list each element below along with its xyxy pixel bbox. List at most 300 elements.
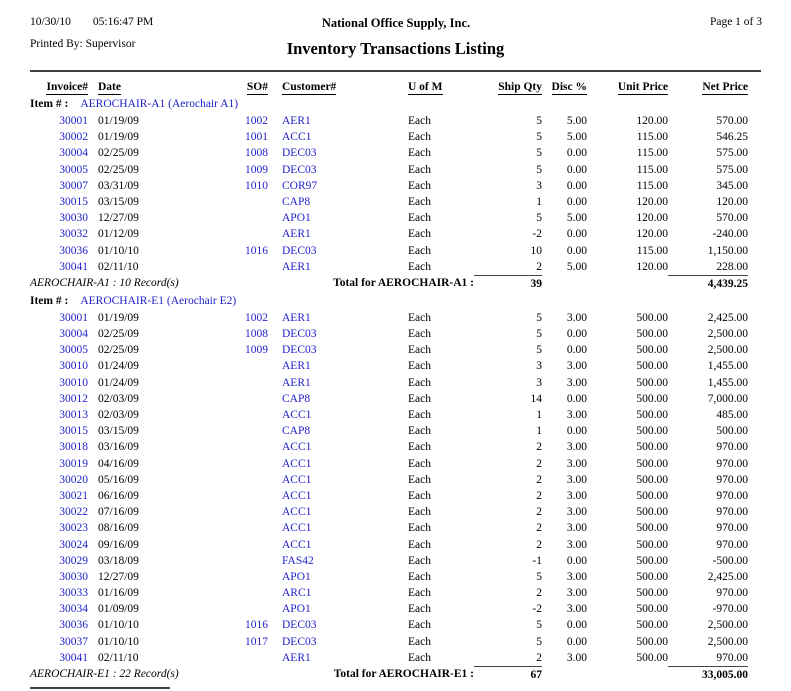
date-cell: 02/11/10 — [98, 260, 139, 273]
invoice-link[interactable]: 30034 — [59, 603, 88, 616]
customer-link[interactable]: AER1 — [282, 228, 311, 241]
customer-link[interactable]: ARC1 — [282, 587, 312, 600]
uom-cell: Each — [408, 538, 431, 551]
date-cell: 02/11/10 — [98, 651, 139, 664]
disc-cell: 3.00 — [566, 522, 587, 535]
uom-cell: Each — [408, 457, 431, 470]
so-link — [160, 259, 268, 275]
customer-link[interactable]: ACC1 — [282, 489, 312, 502]
disc-cell: 3.00 — [566, 441, 587, 454]
bottom-rule — [30, 687, 170, 689]
table-row — [30, 634, 791, 650]
invoice-link[interactable]: 30030 — [59, 570, 88, 583]
so-link — [160, 358, 268, 374]
customer-link[interactable]: DEC03 — [282, 619, 317, 632]
table-row — [30, 520, 791, 536]
records-count: AEROCHAIR-A1 : 10 Record(s) — [30, 276, 179, 289]
item-group-header — [0, 97, 791, 113]
uom-cell: Each — [408, 260, 431, 273]
customer-link[interactable]: AER1 — [282, 360, 311, 373]
so-link[interactable]: 1009 — [245, 344, 268, 357]
net-price-cell: 575.00 — [716, 147, 748, 160]
invoice-link[interactable]: 30012 — [59, 392, 88, 405]
table-row — [30, 407, 791, 423]
net-price-cell: -500.00 — [712, 554, 748, 567]
date-cell: 12/27/09 — [98, 570, 139, 583]
net-price-cell: 970.00 — [716, 473, 748, 486]
date-cell: 09/16/09 — [98, 538, 139, 551]
invoice-link[interactable]: 30036 — [59, 619, 88, 632]
invoice-link[interactable]: 30041 — [59, 651, 88, 664]
so-link — [160, 375, 268, 391]
net-price-cell: 500.00 — [716, 425, 748, 438]
uom-cell: Each — [408, 554, 431, 567]
ship-qty-cell: 3 — [536, 376, 542, 389]
invoice-link[interactable]: 30033 — [59, 587, 88, 600]
ship-qty-cell: 2 — [536, 538, 542, 551]
customer-link[interactable]: AER1 — [282, 115, 311, 127]
customer-link[interactable]: APO1 — [282, 212, 311, 225]
disc-cell: 5.00 — [566, 131, 587, 144]
customer-link[interactable]: AER1 — [282, 260, 311, 273]
net-price-cell: -240.00 — [712, 228, 748, 241]
ship-qty-cell: 5 — [536, 328, 542, 341]
disc-cell: 3.00 — [566, 587, 587, 600]
unit-price-cell: 500.00 — [636, 587, 668, 600]
so-link[interactable]: 1010 — [245, 179, 268, 192]
so-link[interactable]: 1001 — [245, 131, 268, 144]
invoice-link[interactable]: 30010 — [59, 360, 88, 373]
customer-link[interactable]: ACC1 — [282, 473, 312, 486]
so-link — [160, 226, 268, 242]
unit-price-cell: 500.00 — [636, 328, 668, 341]
unit-price-cell: 500.00 — [636, 473, 668, 486]
disc-cell: 3.00 — [566, 376, 587, 389]
uom-cell: Each — [408, 131, 431, 144]
item-number-label: Item # : — [30, 294, 69, 307]
date-cell: 01/10/10 — [98, 244, 139, 257]
column-header-invoice: Invoice# — [46, 81, 88, 93]
invoice-link[interactable]: 30007 — [59, 179, 88, 192]
total-ship-qty: 39 — [474, 275, 542, 292]
invoice-link[interactable]: 30020 — [59, 473, 88, 486]
invoice-link[interactable]: 30024 — [59, 538, 88, 551]
customer-link[interactable]: APO1 — [282, 603, 311, 616]
table-row — [30, 178, 791, 194]
company-name: National Office Supply, Inc. — [321, 16, 471, 30]
net-price-cell: 2,425.00 — [707, 570, 748, 583]
net-price-cell: 970.00 — [716, 538, 748, 551]
report-subheader — [0, 34, 791, 66]
unit-price-cell: 500.00 — [636, 311, 668, 324]
column-header-uofm: U of M — [408, 81, 443, 93]
so-link[interactable]: 1016 — [245, 244, 268, 257]
ship-qty-cell: 5 — [536, 570, 542, 583]
column-header-so: SO# — [246, 81, 268, 93]
uom-cell: Each — [408, 587, 431, 600]
customer-link[interactable]: FAS42 — [282, 554, 314, 567]
ship-qty-cell: -2 — [532, 603, 542, 616]
net-price-cell: 570.00 — [716, 115, 748, 127]
invoice-link[interactable]: 30022 — [59, 506, 88, 519]
disc-cell: 0.00 — [566, 344, 587, 357]
table-row — [30, 423, 791, 439]
invoice-link[interactable]: 30001 — [59, 311, 88, 324]
uom-cell: Each — [408, 179, 431, 192]
unit-price-cell: 500.00 — [636, 651, 668, 664]
table-row — [30, 375, 791, 391]
invoice-link[interactable]: 30018 — [59, 441, 88, 454]
column-header-netprice: Net Price — [702, 81, 748, 93]
ship-qty-cell: 2 — [536, 260, 542, 273]
customer-link[interactable]: AER1 — [282, 651, 311, 664]
so-link — [160, 439, 268, 455]
date-cell: 12/27/09 — [98, 212, 139, 225]
so-link[interactable]: 1002 — [245, 115, 268, 127]
net-price-cell: 2,500.00 — [707, 635, 748, 648]
net-price-cell: 970.00 — [716, 506, 748, 519]
uom-cell: Each — [408, 409, 431, 421]
table-row — [30, 194, 791, 210]
so-link[interactable]: 1002 — [245, 311, 268, 324]
unit-price-cell: 120.00 — [636, 115, 668, 127]
customer-link[interactable]: DEC03 — [282, 147, 317, 160]
ship-qty-cell: 10 — [530, 244, 542, 257]
uom-cell: Each — [408, 163, 431, 176]
net-price-cell: 1,455.00 — [707, 376, 748, 389]
uom-cell: Each — [408, 651, 431, 664]
date-cell: 01/10/10 — [98, 619, 139, 632]
invoice-link[interactable]: 30005 — [59, 163, 88, 176]
customer-link[interactable]: COR97 — [282, 179, 318, 192]
ship-qty-cell: 5 — [536, 147, 542, 160]
group-totals-row — [30, 275, 791, 294]
net-price-cell: 546.25 — [716, 131, 748, 144]
customer-link[interactable]: DEC03 — [282, 244, 317, 257]
unit-price-cell: 500.00 — [636, 360, 668, 373]
net-price-cell: 485.00 — [716, 409, 748, 421]
so-link — [160, 650, 268, 666]
header-rule — [30, 70, 761, 72]
table-row — [30, 553, 791, 569]
date-cell: 03/18/09 — [98, 554, 139, 567]
so-link — [160, 488, 268, 504]
uom-cell: Each — [408, 360, 431, 373]
date-cell: 02/03/09 — [98, 409, 139, 421]
table-row — [30, 145, 791, 161]
unit-price-cell: 120.00 — [636, 195, 668, 208]
unit-price-cell: 500.00 — [636, 538, 668, 551]
so-link[interactable]: 1017 — [245, 635, 268, 648]
uom-cell: Each — [408, 619, 431, 632]
net-price-cell: 970.00 — [716, 587, 748, 600]
unit-price-cell: 500.00 — [636, 506, 668, 519]
unit-price-cell: 500.00 — [636, 344, 668, 357]
disc-cell: 0.00 — [566, 244, 587, 257]
uom-cell: Each — [408, 473, 431, 486]
ship-qty-cell: 1 — [536, 409, 542, 421]
net-price-cell: 970.00 — [716, 457, 748, 470]
table-row — [30, 113, 791, 129]
disc-cell: 3.00 — [566, 651, 587, 664]
invoice-link[interactable]: 30004 — [59, 147, 88, 160]
total-net-price: 4,439.25 — [668, 275, 748, 292]
disc-cell: 0.00 — [566, 392, 587, 405]
so-link[interactable]: 1009 — [245, 163, 268, 176]
disc-cell: 0.00 — [566, 147, 587, 160]
ship-qty-cell: 1 — [536, 425, 542, 438]
ship-qty-cell: -1 — [532, 554, 542, 567]
unit-price-cell: 120.00 — [636, 228, 668, 241]
invoice-link[interactable]: 30004 — [59, 328, 88, 341]
table-row — [30, 569, 791, 585]
unit-price-cell: 500.00 — [636, 619, 668, 632]
uom-cell: Each — [408, 344, 431, 357]
ship-qty-cell: 2 — [536, 587, 542, 600]
so-link — [160, 456, 268, 472]
so-link[interactable]: 1008 — [245, 147, 268, 160]
ship-qty-cell: 2 — [536, 473, 542, 486]
disc-cell: 0.00 — [566, 163, 587, 176]
customer-link[interactable]: ACC1 — [282, 409, 312, 421]
uom-cell: Each — [408, 376, 431, 389]
customer-link[interactable]: AER1 — [282, 311, 311, 324]
disc-cell: 0.00 — [566, 425, 587, 438]
table-row — [30, 585, 791, 601]
ship-qty-cell: 5 — [536, 619, 542, 632]
table-row — [30, 488, 791, 504]
so-link[interactable]: 1008 — [245, 328, 268, 341]
ship-qty-cell: 2 — [536, 457, 542, 470]
table-row — [30, 439, 791, 455]
ship-qty-cell: 2 — [536, 489, 542, 502]
date-cell: 08/16/09 — [98, 522, 139, 535]
total-net-price: 33,005.00 — [668, 666, 748, 683]
invoice-link[interactable]: 30023 — [59, 522, 88, 535]
net-price-cell: 2,425.00 — [707, 311, 748, 324]
unit-price-cell: 500.00 — [636, 522, 668, 535]
disc-cell: 5.00 — [566, 212, 587, 225]
date-cell: 01/24/09 — [98, 360, 139, 373]
net-price-cell: 970.00 — [716, 489, 748, 502]
date-cell: 02/03/09 — [98, 392, 139, 405]
disc-cell: 0.00 — [566, 328, 587, 341]
date-cell: 01/09/09 — [98, 603, 139, 616]
invoice-link[interactable]: 30019 — [59, 457, 88, 470]
ship-qty-cell: 5 — [536, 212, 542, 225]
net-price-cell: 2,500.00 — [707, 619, 748, 632]
so-link — [160, 553, 268, 569]
report-date: 10/30/10 — [30, 16, 71, 28]
date-cell: 01/16/09 — [98, 587, 139, 600]
item-group-header — [0, 294, 791, 310]
disc-cell: 0.00 — [566, 195, 587, 208]
invoice-link[interactable]: 30005 — [59, 344, 88, 357]
net-price-cell: 570.00 — [716, 212, 748, 225]
invoice-link[interactable]: 30032 — [59, 228, 88, 241]
customer-link[interactable]: ACC1 — [282, 506, 312, 519]
so-link[interactable]: 1016 — [245, 619, 268, 632]
customer-link[interactable]: CAP8 — [282, 425, 311, 438]
ship-qty-cell: -2 — [532, 228, 542, 241]
column-header-shipqty: Ship Qty — [498, 81, 542, 93]
uom-cell: Each — [408, 228, 431, 241]
net-price-cell: 970.00 — [716, 651, 748, 664]
ship-qty-cell: 3 — [536, 179, 542, 192]
customer-link[interactable]: CAP8 — [282, 195, 311, 208]
invoice-link[interactable]: 30013 — [59, 409, 88, 421]
disc-cell: 3.00 — [566, 473, 587, 486]
date-cell: 03/15/09 — [98, 195, 139, 208]
unit-price-cell: 120.00 — [636, 260, 668, 273]
table-row — [30, 537, 791, 553]
date-cell: 03/16/09 — [98, 441, 139, 454]
so-link — [160, 407, 268, 423]
table-row — [30, 259, 791, 275]
unit-price-cell: 500.00 — [636, 554, 668, 567]
uom-cell: Each — [408, 115, 431, 127]
invoice-link[interactable]: 30041 — [59, 260, 88, 273]
customer-link[interactable]: DEC03 — [282, 163, 317, 176]
unit-price-cell: 500.00 — [636, 376, 668, 389]
invoice-link[interactable]: 30021 — [59, 489, 88, 502]
unit-price-cell: 500.00 — [636, 409, 668, 421]
net-price-cell: 1,455.00 — [707, 360, 748, 373]
column-header-disc: Disc % — [551, 81, 587, 93]
uom-cell: Each — [408, 489, 431, 502]
group-totals-row — [30, 666, 791, 685]
unit-price-cell: 500.00 — [636, 392, 668, 405]
disc-cell: 3.00 — [566, 409, 587, 421]
uom-cell: Each — [408, 570, 431, 583]
uom-cell: Each — [408, 147, 431, 160]
uom-cell: Each — [408, 328, 431, 341]
invoice-link[interactable]: 30001 — [59, 115, 88, 127]
disc-cell: 5.00 — [566, 260, 587, 273]
date-cell: 02/25/09 — [98, 147, 139, 160]
table-row — [30, 310, 791, 326]
table-row — [30, 650, 791, 666]
table-row — [30, 358, 791, 374]
records-count: AEROCHAIR-E1 : 22 Record(s) — [30, 668, 179, 680]
customer-link[interactable]: ACC1 — [282, 441, 312, 454]
date-cell: 02/25/09 — [98, 328, 139, 341]
disc-cell: 3.00 — [566, 360, 587, 373]
so-link — [160, 423, 268, 439]
table-row — [30, 342, 791, 358]
uom-cell: Each — [408, 522, 431, 535]
table-row — [30, 162, 791, 178]
report-header — [0, 16, 791, 34]
date-cell: 03/15/09 — [98, 425, 139, 438]
customer-link[interactable]: ACC1 — [282, 522, 312, 535]
date-cell: 01/24/09 — [98, 376, 139, 389]
uom-cell: Each — [408, 212, 431, 225]
net-price-cell: -970.00 — [712, 603, 748, 616]
ship-qty-cell: 3 — [536, 360, 542, 373]
net-price-cell: 2,500.00 — [707, 344, 748, 357]
date-cell: 01/19/09 — [98, 115, 139, 127]
invoice-link[interactable]: 30015 — [59, 425, 88, 438]
disc-cell: 3.00 — [566, 457, 587, 470]
disc-cell: 3.00 — [566, 538, 587, 551]
date-cell: 02/25/09 — [98, 344, 139, 357]
so-link — [160, 585, 268, 601]
disc-cell: 3.00 — [566, 570, 587, 583]
ship-qty-cell: 5 — [536, 311, 542, 324]
report-body — [0, 97, 791, 685]
net-price-cell: 228.00 — [716, 260, 748, 273]
disc-cell: 0.00 — [566, 228, 587, 241]
customer-link[interactable]: CAP8 — [282, 392, 311, 405]
customer-link[interactable]: ACC1 — [282, 538, 312, 551]
ship-qty-cell: 14 — [530, 392, 542, 405]
unit-price-cell: 120.00 — [636, 212, 668, 225]
invoice-link[interactable]: 30029 — [59, 554, 88, 567]
disc-cell: 0.00 — [566, 619, 587, 632]
invoice-link[interactable]: 30036 — [59, 244, 88, 257]
table-row — [30, 210, 791, 226]
date-cell: 06/16/09 — [98, 489, 139, 502]
unit-price-cell: 500.00 — [636, 570, 668, 583]
column-header-date: Date — [98, 81, 121, 93]
invoice-link[interactable]: 30002 — [59, 131, 88, 144]
table-row — [30, 456, 791, 472]
unit-price-cell: 500.00 — [636, 635, 668, 648]
ship-qty-cell: 2 — [536, 506, 542, 519]
date-cell: 01/12/09 — [98, 228, 139, 241]
date-cell: 03/31/09 — [98, 179, 139, 192]
disc-cell: 3.00 — [566, 311, 587, 324]
customer-link[interactable]: ACC1 — [282, 131, 312, 144]
page-number: Page 1 of 3 — [709, 16, 762, 28]
invoice-link[interactable]: 30030 — [59, 212, 88, 225]
invoice-link[interactable]: 30015 — [59, 195, 88, 208]
uom-cell: Each — [408, 635, 431, 648]
table-row — [30, 601, 791, 617]
table-row — [30, 243, 791, 259]
table-row — [30, 472, 791, 488]
customer-link[interactable]: APO1 — [282, 570, 311, 583]
customer-link[interactable]: DEC03 — [282, 635, 317, 648]
table-row — [30, 226, 791, 242]
ship-qty-cell: 2 — [536, 522, 542, 535]
ship-qty-cell: 5 — [536, 163, 542, 176]
unit-price-cell: 115.00 — [636, 147, 668, 160]
so-link — [160, 569, 268, 585]
table-row — [30, 391, 791, 407]
table-row — [30, 129, 791, 145]
customer-link[interactable]: AER1 — [282, 376, 311, 389]
unit-price-cell: 115.00 — [636, 179, 668, 192]
item-name-link[interactable]: AEROCHAIR-A1 (Aerochair A1) — [80, 98, 239, 110]
uom-cell: Each — [408, 441, 431, 454]
invoice-link[interactable]: 30037 — [59, 635, 88, 648]
invoice-link[interactable]: 30010 — [59, 376, 88, 389]
date-cell: 02/25/09 — [98, 163, 139, 176]
customer-link[interactable]: ACC1 — [282, 457, 312, 470]
customer-link[interactable]: DEC03 — [282, 328, 317, 341]
so-link — [160, 520, 268, 536]
so-link — [160, 601, 268, 617]
net-price-cell: 575.00 — [716, 163, 748, 176]
date-cell: 01/19/09 — [98, 311, 139, 324]
ship-qty-cell: 5 — [536, 115, 542, 127]
date-cell: 01/10/10 — [98, 635, 139, 648]
item-name-link[interactable]: AEROCHAIR-E1 (Aerochair E2) — [80, 294, 237, 307]
report-title: Inventory Transactions Listing — [286, 39, 505, 58]
customer-link[interactable]: DEC03 — [282, 344, 317, 357]
